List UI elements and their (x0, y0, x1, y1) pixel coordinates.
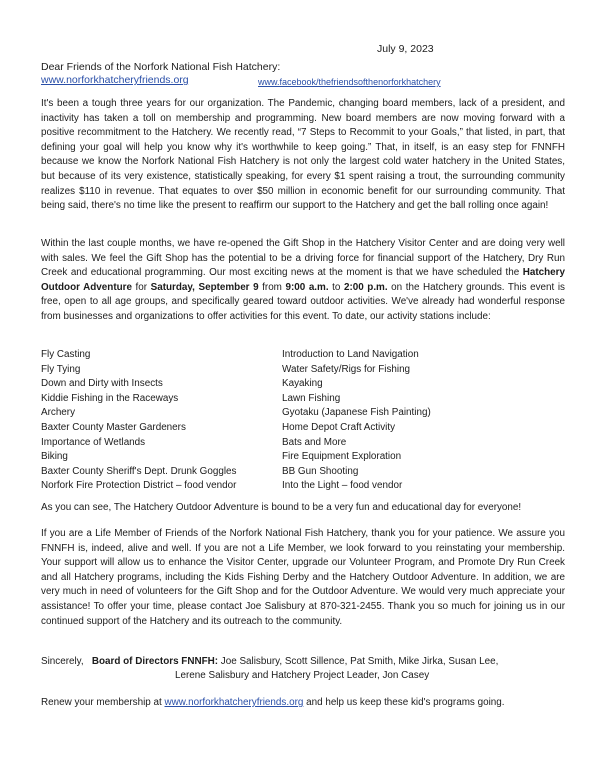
list-item: Gyotaku (Japanese Fish Painting) (282, 407, 431, 419)
renew-website-link[interactable]: www.norforkhatcheryfriends.org (164, 697, 304, 708)
text: Within the last couple months, we have re-opened the Gift Shop in the Hatchery Visitor Center and are doing very well with sales. We feel the Gift Shop has the potential to be a driving force for financial support of the Hatchery, Dry Run Creek and educational programming. Our most exciting news at the moment is that we have scheduled the (41, 238, 565, 279)
list-item: Home Depot Craft Activity (282, 421, 396, 433)
text: to (328, 281, 344, 293)
renew-line (41, 697, 505, 708)
paragraph-membership: If you are a Life Member of Friends of the Norfork National Fish Hatchery, thank you for your patience. We assure you FNNFH is, indeed, alive and well. If you are not a Life Member, we look forward to you reinstating your membership. Your support will allow us to enhance the Visitor Center, upgrade our Volunteer Program, and Promote Dry Run Creek and all Hatchery programs, including the Kids Fishing Derby and the Hatchery Outdoor Adventure. In addition, we are very much in need of volunteers for the Gift Shop and for the Outdoor Adventure. We would very much appreciate your assistance! To offer your time, please contact Joe Salisbury at 870-321-2455. Thank you so much for joining us in our continued support of the Hatchery and its outreach to the community. (41, 528, 565, 627)
list-item: Bats and More (282, 436, 347, 448)
board-names-continued: Lerene Salisbury and Hatchery Project Leader, Jon Casey (175, 670, 430, 681)
list-item: Down and Dirty with Insects (41, 378, 163, 390)
activities-list-left (41, 348, 236, 494)
text: Renew your membership at (41, 697, 165, 708)
list-item: Biking (41, 451, 68, 463)
facebook-link[interactable]: www.facebook/thefriendsofthenorforkhatchery (258, 77, 441, 87)
list-item: Fire Equipment Exploration (282, 451, 402, 463)
list-item: Importance of Wetlands (41, 436, 146, 448)
text: and help us keep these kid's programs going. (303, 697, 505, 708)
list-item: Kiddie Fishing in the Raceways (41, 392, 179, 404)
signature-line (41, 656, 498, 667)
event-end-time: 2:00 p.m. (343, 281, 388, 293)
list-item: Baxter County Sheriff's Dept. Drunk Goggles (41, 465, 237, 477)
paragraph-summary: As you can see, The Hatchery Outdoor Adventure is bound to be a very fun and educational day for everyone! (41, 502, 522, 513)
text: on the Hatchery grounds. This event is free, open to all age groups, and specifically geared toward outdoor activities. We've already had wonderful response from businesses and organizations to offer activities for this event. To date, our activity stations include: (41, 281, 565, 322)
board-names: Joe Salisbury, Scott Sillence, Pat Smith, Mike Jirka, Susan Lee, (218, 656, 499, 667)
list-item: Lawn Fishing (282, 392, 341, 404)
list-item: Kayaking (282, 378, 323, 390)
list-item: BB Gun Shooting (282, 465, 359, 477)
list-item: Water Safety/Rigs for Fishing (282, 363, 411, 375)
event-start-time: 9:00 a.m. (285, 281, 329, 293)
board-label: Board of Directors FNNFH: (91, 656, 219, 667)
event-date: Saturday, September 9 (150, 281, 259, 293)
greeting: Dear Friends of the Norfork National Fish Hatchery: (41, 61, 281, 73)
list-item: Archery (41, 407, 76, 419)
list-item: Fly Casting (41, 349, 91, 360)
website-link[interactable]: www.norforkhatcheryfriends.org (41, 74, 189, 86)
activities-list-right (282, 348, 431, 494)
paragraph-intro: It's been a tough three years for our organization. The Pandemic, changing board members, lack of a president, and inactivity has taken a toll on membership and programming. New board members are now moving forward with a positive recommitment to the Hatchery. We recently read, “7 Steps to Recommit to your Goals,” that listed, in part, that defining your goal will help you know why it's worthwhile to keep going.” That, in itself, is an easy step for FNNFH because we know the Norfork National Fish Hatchery is not only the largest cold water hatchery in the United States, but because of its very existence, statistically speaking, for every $1 spent raising a trout, the surrounding community realizes $110 in revenue. That equates to over $50 million in economic benefit for our surrounding community. That being said, there's no time like the present to reaffirm our support to the Hatchery and get the ball rolling once again! (41, 98, 565, 212)
list-item: Introduction to Land Navigation (282, 349, 419, 360)
paragraph-event (41, 237, 565, 325)
letter-date: July 9, 2023 (377, 43, 434, 55)
list-item: Baxter County Master Gardeners (41, 421, 186, 433)
text: from (258, 281, 286, 293)
text: for (131, 281, 151, 293)
list-item: Into the Light – food vendor (282, 480, 403, 492)
list-item: Fly Tying (41, 363, 81, 375)
list-item: Norfork Fire Protection District – food vendor (41, 480, 237, 492)
event-name: Hatchery Outdoor Adventure (41, 267, 565, 293)
closing: Sincerely, (41, 656, 84, 667)
